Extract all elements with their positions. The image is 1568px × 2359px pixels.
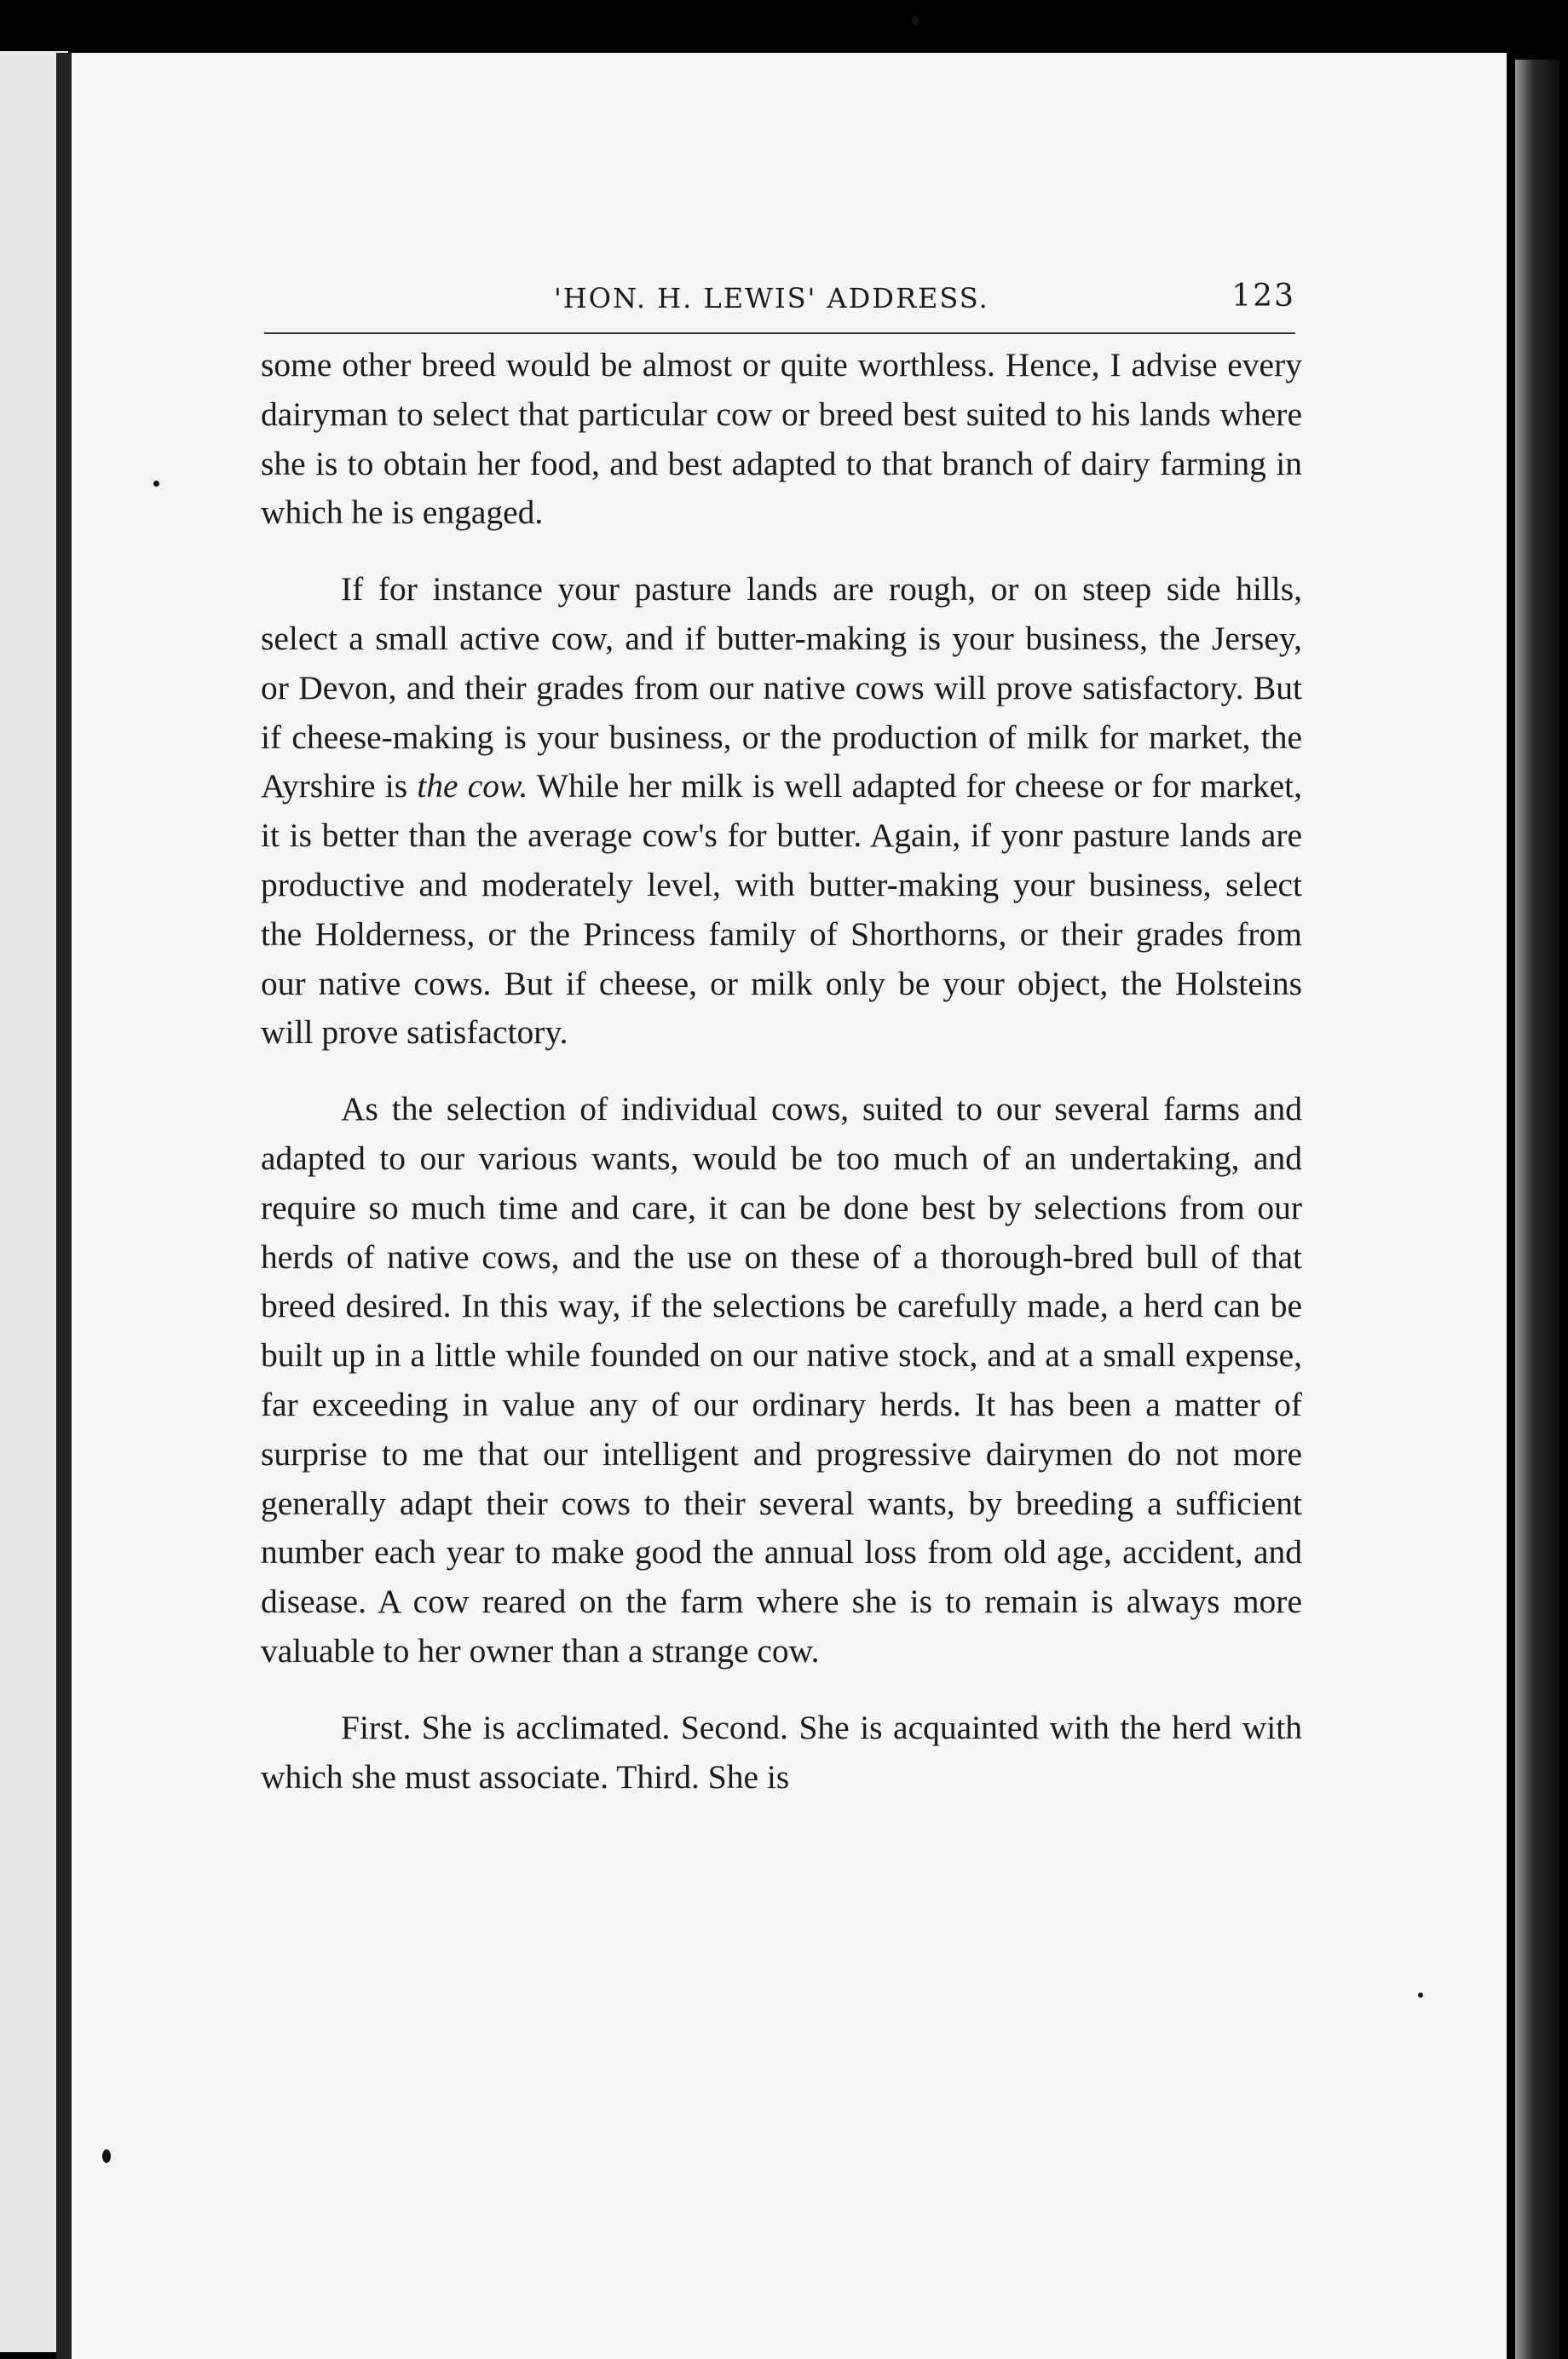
page-number: 123	[1231, 279, 1295, 314]
emphasis-text: the cow.	[417, 767, 528, 805]
paragraph	[261, 565, 1302, 1058]
specks	[102, 2149, 111, 2163]
paragraph: First. She is acclimated. Second. She is acquainted with the herd with which she must associate. Third. She is	[261, 1708, 1302, 1796]
header-rule	[264, 332, 1295, 334]
body-text	[261, 341, 1302, 1802]
paragraph-text: While her milk is well adapted for cheese or for market, it is better than the average cow's for butter. Again, if yonr pasture lands are productive and moderately level, with butter-making your business, select the Holderness, or the Princess family of Shorthorns, or their grades from our native cows. But if cheese, or milk only be your object, the Holsteins will prove satisfactory.	[261, 767, 1302, 1052]
specks	[153, 481, 159, 487]
specks	[1418, 1993, 1423, 1998]
page-edge-shadow	[1515, 60, 1559, 2359]
specks	[912, 15, 919, 26]
paragraph: As the selection of individual cows, suited to our several farms and adapted to our various wants, would be too much of an undertaking, and require so much time and care, it can be done best by selections from our herds of native cows, and the use on these of a thorough-bred bull of that breed desired. In this way, if the selections be carefully made, a herd can be built up in a little while founded on our native stock, and at a small expense, far exceeding in value any of our ordinary herds. It has been a matter of surprise to me that our intelligent and progressive dairymen do not more generally adapt their cows to their several wants, by breeding a sufficient number each year to make good the annual loss from old age, accident, and disease. A cow reared on the farm where she is to remain is always more valuable to her owner than a strange cow.	[261, 1090, 1302, 1670]
running-title: 'HON. H. LEWIS' ADDRESS.	[554, 282, 989, 314]
running-header	[264, 275, 1295, 316]
paragraph-text: If for instance your pasture lands are rough, or on steep side hills, select a small active cow, and if butter-making is your business, the Jersey, or Devon, and their grades from our native cows will prove satisfactory. But if cheese-making is your business, or the production of milk for market, the Ayrshire is	[261, 570, 1302, 805]
paragraph: some other breed would be almost or quite worthless. Hence, I advise every dairyman to select that particular cow or breed best suited to his lands where she is to obtain her food, and best adapted to that branch of dairy farming in which he is engaged.	[261, 346, 1302, 532]
book-gutter	[56, 53, 72, 2359]
